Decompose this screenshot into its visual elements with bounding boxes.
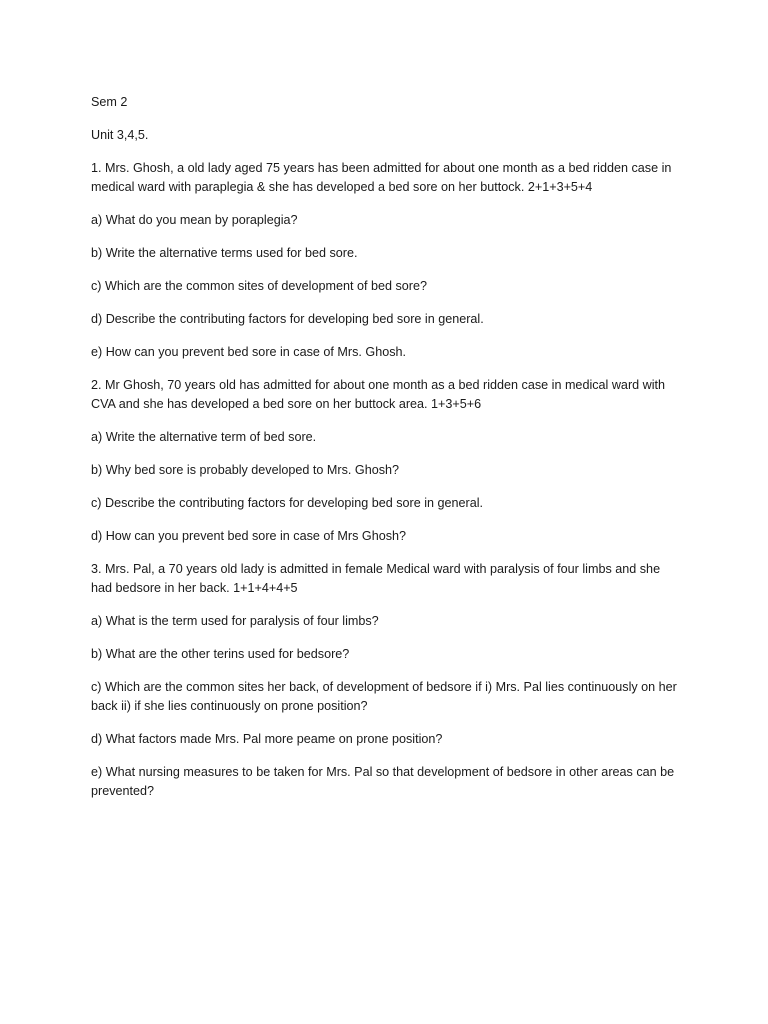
- semester-heading: Sem 2: [91, 95, 128, 109]
- question-3c: c) Which are the common sites her back, of development of bedsore if i) Mrs. Pal lies continuously on her back ii) if she lies continuously on prone position?: [91, 680, 677, 713]
- question-3d: d) What factors made Mrs. Pal more peame on prone position?: [91, 732, 443, 746]
- question-2: 2. Mr Ghosh, 70 years old has admitted for about one month as a bed ridden case in medical ward with CVA and she has developed a bed sore on her buttock area. 1+3+5+6: [91, 378, 666, 411]
- question-1e: e) How can you prevent bed sore in case of Mrs. Ghosh.: [91, 345, 406, 359]
- question-2d: d) How can you prevent bed sore in case of Mrs Ghosh?: [91, 529, 407, 543]
- question-1a: a) What do you mean by poraplegia?: [91, 213, 298, 227]
- question-1: 1. Mrs. Ghosh, a old lady aged 75 years has been admitted for about one month as a bed ridden case in medical ward with paraplegia & she has developed a bed sore on her buttock. 2+1+3+5+4: [91, 161, 672, 194]
- question-2c: c) Describe the contributing factors for developing bed sore in general.: [91, 496, 484, 510]
- question-2b: b) Why bed sore is probably developed to Mrs. Ghosh?: [91, 463, 400, 477]
- question-1c: c) Which are the common sites of development of bed sore?: [91, 279, 427, 293]
- question-3: 3. Mrs. Pal, a 70 years old lady is admitted in female Medical ward with paralysis of four limbs and she had bedsore in her back. 1+1+4+4+5: [91, 562, 661, 595]
- question-1d: d) Describe the contributing factors for developing bed sore in general.: [91, 312, 484, 326]
- question-2a: a) Write the alternative term of bed sore.: [91, 430, 317, 444]
- unit-heading: Unit 3,4,5.: [91, 128, 149, 142]
- document-body: [91, 93, 681, 815]
- question-1b: b) Write the alternative terms used for bed sore.: [91, 246, 358, 260]
- question-3b: b) What are the other terins used for bedsore?: [91, 647, 350, 661]
- question-3a: a) What is the term used for paralysis of four limbs?: [91, 614, 379, 628]
- question-3e: e) What nursing measures to be taken for Mrs. Pal so that development of bedsore in other areas can be prevented?: [91, 765, 675, 798]
